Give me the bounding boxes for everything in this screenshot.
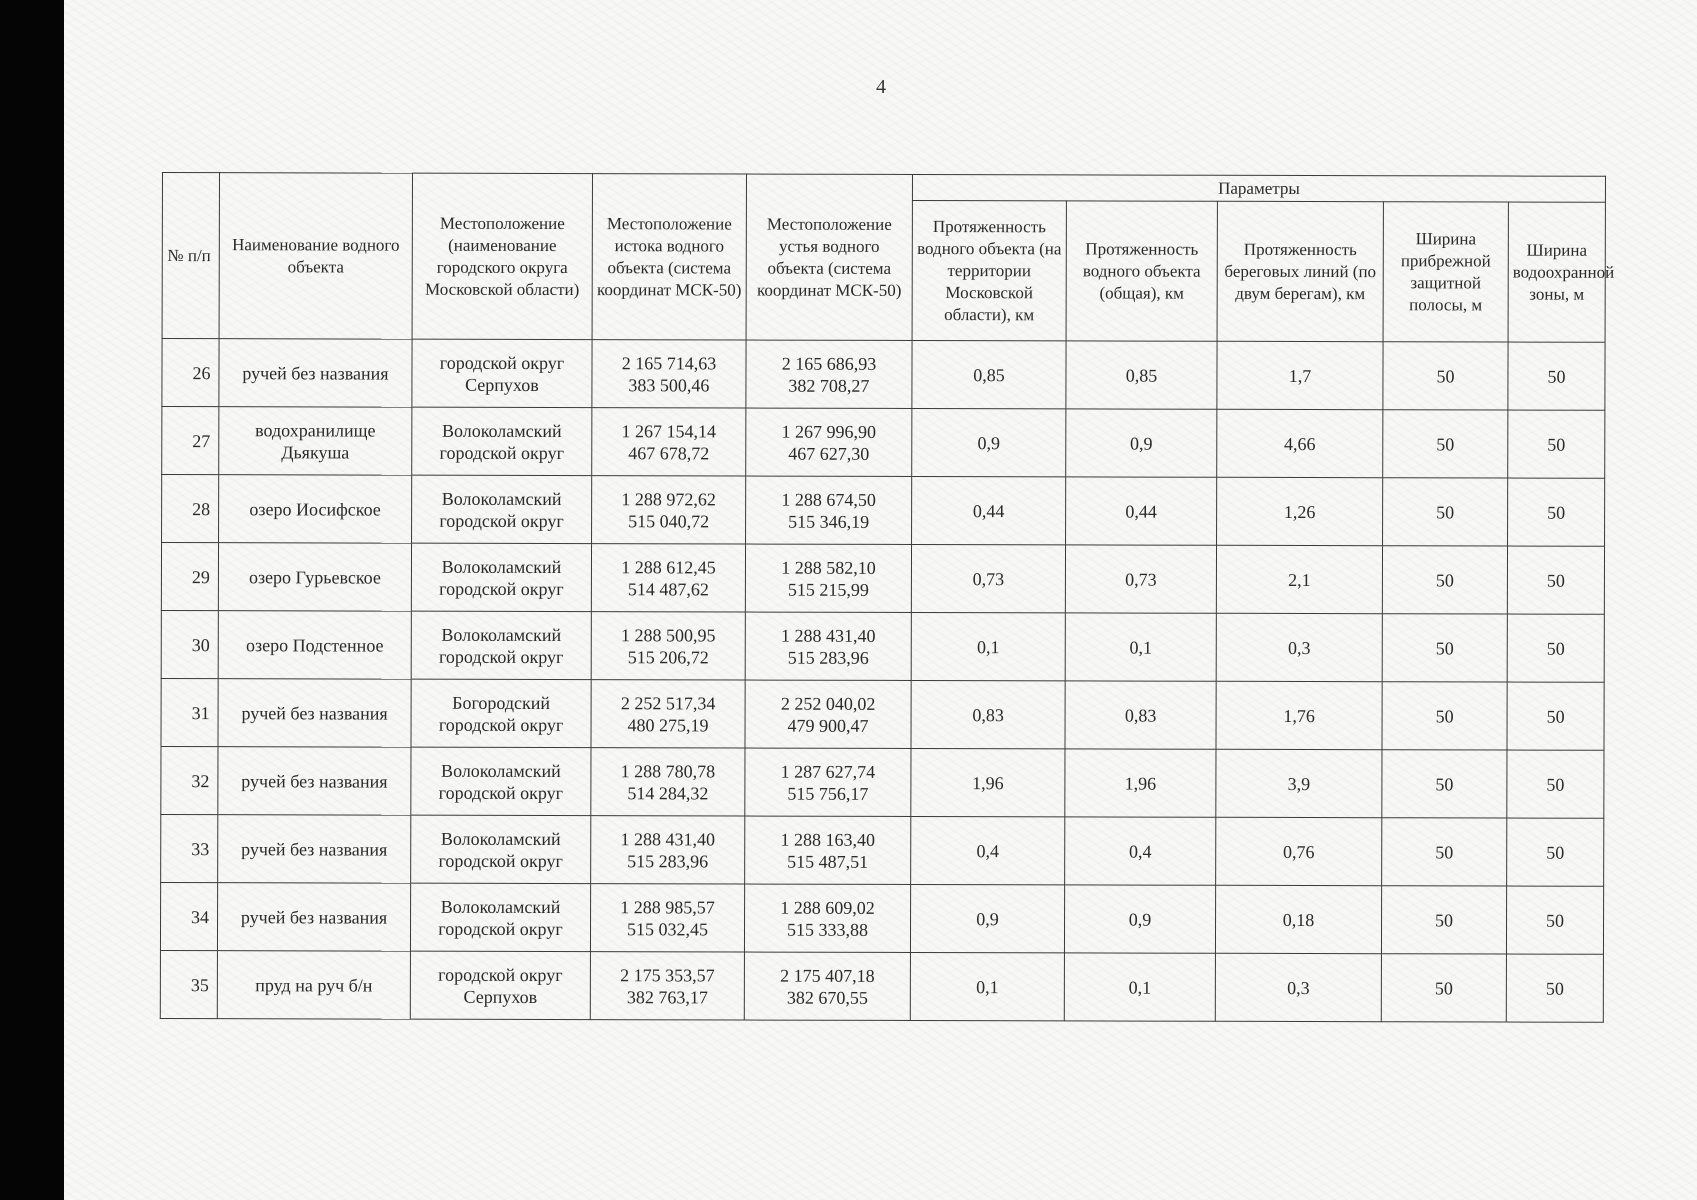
cell-coastal-strip: 50	[1382, 818, 1507, 886]
cell-shoreline: 1,76	[1216, 681, 1382, 749]
cell-length-total: 0,44	[1066, 477, 1217, 545]
cell-mouth-coords-line-1: 1 288 609,02	[780, 897, 875, 918]
cell-water-body-name: озеро Гурьевское	[218, 543, 411, 612]
header-length-total: Протяженность водного объекта (общая), км	[1066, 201, 1217, 341]
cell-source-coords-line-2: 480 275,19	[627, 714, 709, 735]
cell-water-body-name: ручей без названия	[219, 339, 412, 408]
cell-length-moscow: 0,9	[910, 884, 1064, 952]
cell-source-coords	[591, 748, 745, 816]
cell-source-coords	[590, 952, 744, 1020]
cell-source-coords-line-2: 382 763,17	[626, 986, 708, 1007]
cell-coastal-strip: 50	[1381, 886, 1506, 954]
header-water-zone: Ширина водоохранной зоны, м	[1508, 202, 1605, 342]
cell-mouth-coords	[746, 340, 912, 408]
cell-water-body-name: ручей без названия	[217, 883, 410, 952]
cell-source-coords-line-2: 514 487,62	[627, 578, 709, 599]
cell-water-zone: 50	[1507, 614, 1604, 682]
table-row	[160, 882, 1603, 954]
header-coastal-strip: Ширина прибрежной защитной полосы, м	[1383, 202, 1508, 342]
cell-shoreline: 1,26	[1217, 477, 1383, 545]
cell-water-body-name: ручей без названия	[218, 679, 411, 748]
cell-water-body-name: ручей без названия	[218, 747, 411, 816]
cell-coastal-strip: 50	[1382, 750, 1507, 818]
cell-mouth-coords	[745, 612, 911, 680]
cell-coastal-strip: 50	[1382, 546, 1507, 614]
cell-mouth-coords	[744, 884, 910, 952]
table-row	[161, 746, 1604, 818]
cell-shoreline: 4,66	[1217, 409, 1383, 477]
cell-source-coords-line-2: 515 032,45	[626, 918, 709, 939]
cell-source-coords-line-1: 1 288 612,45	[621, 556, 716, 577]
cell-length-moscow: 0,1	[911, 612, 1065, 680]
cell-length-total: 0,83	[1065, 681, 1216, 749]
cell-shoreline: 0,76	[1216, 817, 1382, 885]
cell-water-body-name: пруд на руч б/н	[217, 951, 410, 1020]
cell-mouth-coords-line-1: 1 288 431,40	[781, 625, 876, 646]
header-mouth: Местоположение устья водного объекта (система координат МСК-50)	[746, 174, 912, 340]
cell-row-number: 26	[162, 339, 219, 407]
cell-source-coords-line-2: 515 040,72	[628, 510, 710, 531]
cell-shoreline: 0,3	[1216, 613, 1382, 681]
page-number: 4	[876, 76, 886, 98]
cell-shoreline: 3,9	[1216, 749, 1382, 817]
cell-length-total: 0,9	[1064, 885, 1215, 953]
cell-row-number: 29	[161, 543, 218, 611]
cell-location: Богородский городской округ	[411, 679, 591, 747]
header-source: Местоположение истока водного объекта (система координат МСК-50)	[592, 174, 746, 340]
cell-source-coords-line-1: 2 175 353,57	[620, 964, 715, 985]
cell-length-total: 0,9	[1066, 409, 1217, 477]
cell-water-zone: 50	[1506, 954, 1603, 1022]
cell-mouth-coords	[746, 476, 912, 544]
cell-location: Волоколамский городской округ	[412, 475, 592, 543]
cell-shoreline: 0,3	[1215, 953, 1381, 1021]
cell-source-coords-line-2: 515 206,72	[627, 646, 709, 667]
cell-mouth-coords-line-2: 515 215,99	[787, 579, 869, 600]
cell-length-total: 0,4	[1065, 817, 1216, 885]
cell-water-body-name: озеро Иосифское	[219, 475, 412, 544]
cell-source-coords-line-2: 467 678,72	[628, 442, 710, 463]
cell-mouth-coords-line-1: 1 267 996,90	[781, 421, 877, 442]
cell-water-zone: 50	[1506, 886, 1603, 954]
cell-source-coords	[590, 884, 744, 952]
cell-source-coords	[592, 408, 746, 476]
table-row	[161, 678, 1604, 750]
cell-location: Волоколамский городской округ	[411, 747, 591, 815]
cell-mouth-coords-line-2: 515 283,96	[787, 647, 869, 668]
cell-mouth-coords	[746, 408, 912, 476]
table-header-row	[162, 173, 1605, 203]
cell-length-moscow: 0,83	[911, 680, 1065, 748]
header-num: № п/п	[162, 173, 219, 339]
cell-mouth-coords-line-1: 1 288 674,50	[781, 489, 876, 510]
scan-dark-edge	[0, 0, 64, 1200]
cell-location: городской округ Серпухов	[410, 951, 590, 1019]
cell-mouth-coords	[745, 748, 911, 816]
cell-coastal-strip: 50	[1382, 682, 1507, 750]
cell-source-coords-line-1: 2 165 714,63	[621, 352, 717, 373]
cell-coastal-strip: 50	[1383, 410, 1508, 478]
cell-length-moscow: 0,4	[911, 816, 1065, 884]
cell-water-zone: 50	[1507, 546, 1604, 614]
cell-source-coords	[591, 680, 745, 748]
cell-mouth-coords-line-1: 1 288 582,10	[781, 557, 876, 578]
cell-water-body-name: ручей без названия	[218, 815, 411, 884]
cell-mouth-coords-line-2: 382 708,27	[788, 375, 870, 396]
cell-row-number: 30	[161, 610, 218, 678]
cell-location: Волоколамский городской округ	[410, 883, 590, 951]
cell-location: городской округ Серпухов	[412, 339, 592, 407]
table-row	[161, 543, 1604, 615]
cell-source-coords-line-2: 514 284,32	[627, 782, 709, 803]
cell-location: Волоколамский городской округ	[411, 815, 591, 883]
cell-source-coords	[591, 816, 745, 884]
cell-water-zone: 50	[1507, 818, 1604, 886]
header-location: Местоположение (наименование городского округа Московской области)	[412, 173, 592, 339]
cell-source-coords-line-1: 1 288 431,40	[620, 828, 716, 849]
cell-row-number: 28	[162, 475, 219, 543]
cell-length-total: 0,73	[1065, 545, 1216, 613]
water-bodies-table	[160, 172, 1615, 1023]
cell-shoreline: 2,1	[1216, 545, 1382, 613]
cell-source-coords-line-1: 2 252 517,34	[620, 692, 716, 713]
header-length-moscow: Протяженность водного объекта (на территории Московской области), км	[912, 200, 1066, 340]
cell-source-coords-line-1: 1 288 780,78	[620, 760, 716, 781]
cell-water-zone: 50	[1508, 342, 1605, 410]
cell-water-body-name: водохранилище Дьякуша	[219, 407, 412, 476]
cell-length-moscow: 0,9	[912, 408, 1066, 476]
cell-shoreline: 1,7	[1217, 341, 1383, 409]
cell-mouth-coords-line-2: 515 487,51	[787, 851, 869, 872]
cell-mouth-coords-line-1: 1 287 627,74	[780, 761, 876, 782]
cell-coastal-strip: 50	[1383, 478, 1508, 546]
cell-shoreline: 0,18	[1215, 885, 1381, 953]
cell-mouth-coords-line-2: 467 627,30	[788, 443, 870, 464]
cell-length-moscow: 0,1	[910, 952, 1064, 1020]
cell-length-total: 0,1	[1065, 613, 1216, 681]
cell-water-zone: 50	[1507, 750, 1604, 818]
cell-length-total: 1,96	[1065, 749, 1216, 817]
cell-row-number: 31	[161, 678, 218, 746]
cell-mouth-coords-line-2: 515 756,17	[787, 783, 869, 804]
cell-location: Волоколамский городской округ	[411, 543, 591, 611]
cell-row-number: 32	[161, 746, 218, 814]
cell-source-coords-line-2: 515 283,96	[627, 850, 709, 871]
cell-length-moscow: 1,96	[911, 748, 1065, 816]
cell-water-body-name: озеро Подстенное	[218, 611, 411, 680]
table-row	[162, 407, 1605, 479]
cell-mouth-coords-line-2: 515 346,19	[788, 511, 870, 532]
header-shoreline: Протяженность береговых линий (по двум берегам), км	[1217, 201, 1383, 341]
cell-mouth-coords	[744, 952, 910, 1020]
table-row	[161, 814, 1604, 886]
cell-mouth-coords-line-1: 1 288 163,40	[780, 829, 876, 850]
cell-source-coords-line-1: 1 267 154,14	[621, 420, 717, 441]
cell-source-coords-line-2: 383 500,46	[628, 374, 710, 395]
cell-mouth-coords	[745, 816, 911, 884]
header-name: Наименование водного объекта	[219, 173, 412, 340]
cell-water-zone: 50	[1508, 478, 1605, 546]
cell-mouth-coords-line-2: 479 900,47	[787, 715, 869, 736]
cell-length-moscow: 0,73	[911, 544, 1065, 612]
cell-location: Волоколамский городской округ	[411, 611, 591, 679]
cell-mouth-coords-line-1: 2 165 686,93	[781, 353, 877, 374]
cell-length-total: 0,1	[1064, 953, 1215, 1021]
cell-source-coords	[592, 476, 746, 544]
cell-length-moscow: 0,85	[912, 340, 1066, 408]
table-row	[160, 950, 1603, 1022]
cell-source-coords	[592, 340, 746, 408]
cell-length-total: 0,85	[1066, 341, 1217, 409]
cell-source-coords-line-1: 1 288 500,95	[621, 624, 716, 645]
cell-source-coords	[591, 612, 745, 680]
cell-source-coords-line-1: 1 288 972,62	[621, 488, 716, 509]
table-row	[161, 610, 1604, 682]
cell-coastal-strip: 50	[1383, 342, 1508, 410]
table-body	[160, 339, 1605, 1023]
cell-water-zone: 50	[1507, 682, 1604, 750]
cell-mouth-coords	[745, 544, 911, 612]
cell-mouth-coords-line-1: 2 175 407,18	[780, 965, 875, 986]
cell-row-number: 27	[162, 407, 219, 475]
cell-mouth-coords	[745, 680, 911, 748]
cell-length-moscow: 0,44	[912, 476, 1066, 544]
cell-mouth-coords-line-1: 2 252 040,02	[780, 693, 876, 714]
cell-mouth-coords-line-2: 382 670,55	[786, 987, 868, 1008]
cell-coastal-strip: 50	[1381, 954, 1506, 1022]
cell-row-number: 33	[161, 814, 218, 882]
cell-coastal-strip: 50	[1382, 614, 1507, 682]
cell-source-coords-line-1: 1 288 985,57	[620, 896, 715, 917]
cell-mouth-coords-line-2: 515 333,88	[786, 919, 869, 940]
table-row	[162, 475, 1605, 547]
cell-source-coords	[591, 544, 745, 612]
cell-row-number: 34	[160, 882, 217, 950]
cell-row-number: 35	[160, 950, 217, 1018]
header-parameters: Параметры	[912, 174, 1605, 202]
cell-water-zone: 50	[1508, 410, 1605, 478]
cell-location: Волоколамский городской округ	[412, 407, 592, 475]
table-row	[162, 339, 1605, 411]
